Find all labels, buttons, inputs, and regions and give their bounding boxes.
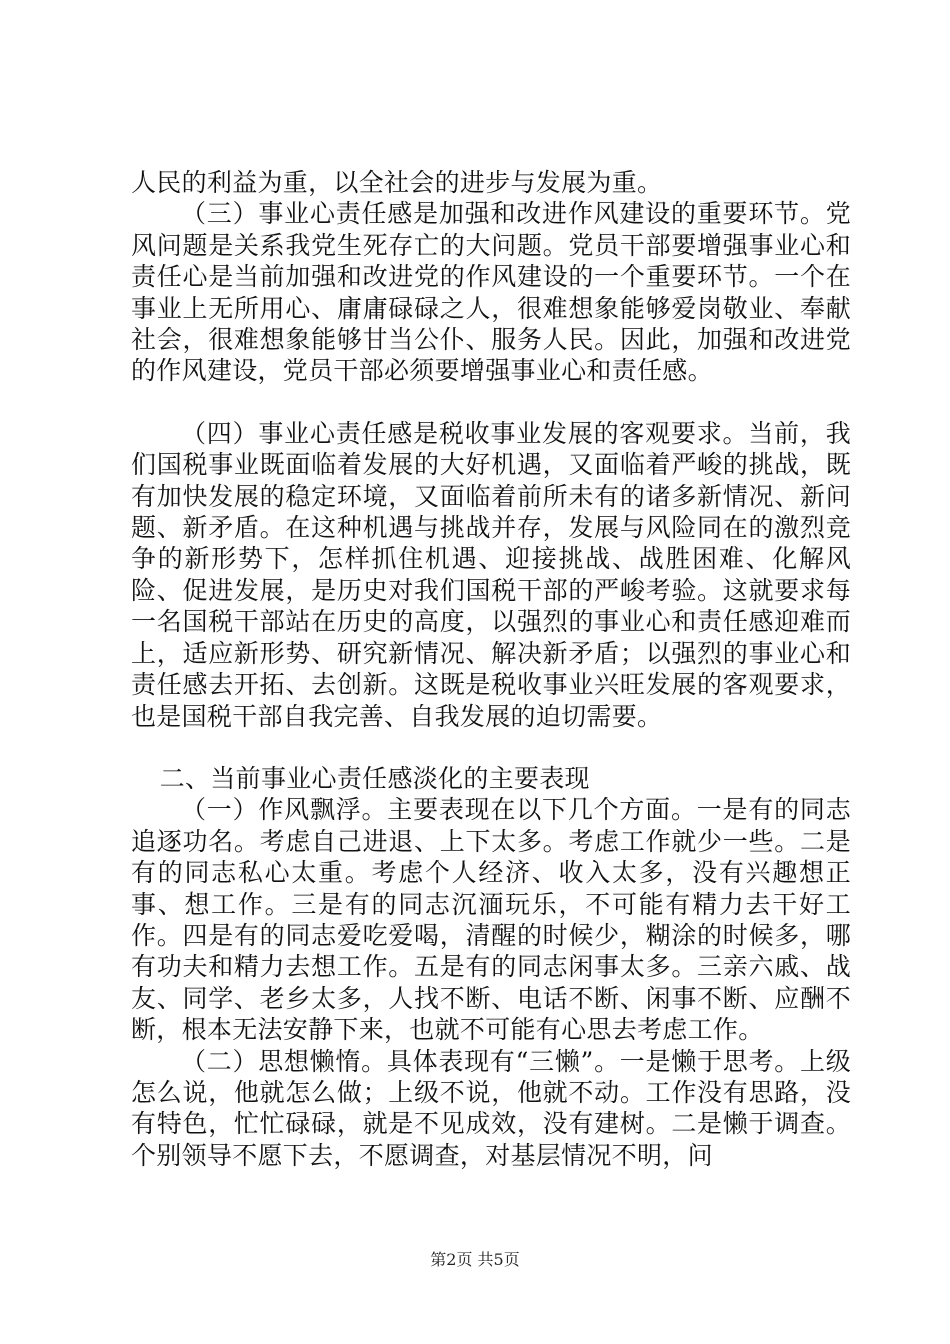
paragraph-section-3: （三）事业心责任感是加强和改进作风建设的重要环节。党风问题是关系我党生死存亡的大问题。党员干部要增强事业心和责任心是当前加强和改进党的作风建设的一个重要环节。一个在事业上无所用心、庸庸碌碌之人，很难想象能够爱岗敬业、奉献社会，很难想象能够甘当公仆、服务人民。因此，加强和改进党的作风建设，党员干部必须要增强事业心和责任感。 — [131, 199, 851, 386]
paragraph-spacer — [131, 732, 851, 763]
section-heading-2: 二、当前事业心责任感淡化的主要表现 — [159, 763, 590, 793]
paragraph-spacer — [131, 387, 851, 418]
document-body — [131, 167, 851, 1171]
paragraph-section-4: （四）事业心责任感是税收事业发展的客观要求。当前，我们国税事业既面临着发展的大好机遇，又面临着严峻的挑战，既有加快发展的稳定环境，又面临着前所未有的诸多新情况、新问题、新矛盾。在这种机遇与挑战并存，发展与风险同在的激烈竞争的新形势下，怎样抓住机遇、迎接挑战、战胜困难、化解风险、促进发展，是历史对我们国税干部的严峻考验。这就要求每一名国税干部站在历史的高度，以强烈的事业心和责任感迎难而上，适应新形势、研究新情况、解决新矛盾；以强烈的事业心和责任感去开拓、去创新。这既是税收事业兴旺发展的客观要求，也是国税干部自我完善、自我发展的迫切需要。 — [131, 418, 851, 731]
paragraph-item-2: （二）思想懒惰。具体表现有“三懒”。一是懒于思考。上级怎么说，他就怎么做；上级不说，他就不动。工作没有思路，没有特色，忙忙碌碌，就是不见成效，没有建树。二是懒于调查。个别领导不愿下去，不愿调查，对基层情况不明，问 — [131, 1046, 851, 1170]
page-number: 第2页 共5页 — [430, 1250, 520, 1269]
paragraph-item-1: （一）作风飘浮。主要表现在以下几个方面。一是有的同志追逐功名。考虑自己进退、上下太多。考虑工作就少一些。二是有的同志私心太重。考虑个人经济、收入太多，没有兴趣想正事、想工作。三是有的同志沉湎玩乐，不可能有精力去干好工作。四是有的同志爱吃爱喝，清醒的时候少，糊涂的时候多，哪有功夫和精力去想工作。五是有的同志闲事太多。三亲六戚、战友、同学、老乡太多，人找不断、电话不断、闲事不断、应酬不断，根本无法安静下来，也就不可能有心思去考虑工作。 — [131, 795, 851, 1045]
paragraph-continuation: 人民的利益为重，以全社会的进步与发展为重。 — [131, 168, 663, 197]
